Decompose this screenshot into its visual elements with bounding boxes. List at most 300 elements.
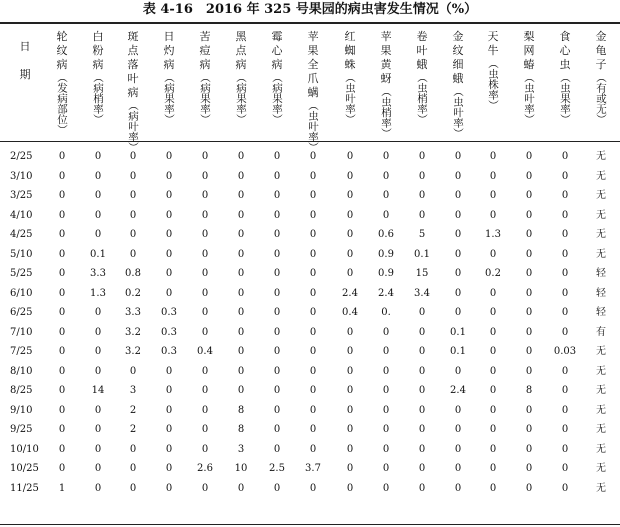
table-cell: 0	[165, 209, 173, 221]
table-cell: 0	[237, 287, 245, 299]
table-cell: 0	[237, 209, 245, 221]
row-date: 3/25	[10, 190, 33, 201]
table-cell: 0	[129, 248, 137, 260]
column-header-unit: （虫叶率）	[344, 72, 356, 125]
table-cell: 0	[165, 443, 173, 455]
row-date: 7/25	[10, 346, 33, 357]
table-cell: 0	[58, 463, 66, 474]
column-header-unit: （病果率）	[235, 72, 247, 125]
table-cell: 无	[596, 443, 606, 455]
table-cell: 0	[201, 482, 209, 494]
table-cell: 0	[94, 209, 102, 221]
table-cell: 0.4	[342, 307, 358, 318]
table-cell: 无	[596, 463, 606, 474]
table-cell: 0.1	[414, 248, 430, 260]
table-cell: 0	[309, 482, 317, 494]
table-cell: 0	[525, 170, 533, 182]
column-header	[195, 30, 215, 125]
table-cell: 0	[489, 463, 497, 474]
table-cell: 0	[454, 482, 462, 494]
table-cell: 0	[273, 326, 281, 338]
table-cell: 0	[273, 170, 281, 182]
row-date: 4/25	[10, 229, 33, 240]
table-cell: 0	[418, 307, 426, 318]
table-cell: 0	[165, 385, 173, 396]
table-cell: 0	[346, 170, 354, 182]
table-cell: 0	[165, 151, 173, 162]
table-cell: 0	[454, 229, 462, 240]
column-header-unit: （病果率）	[271, 72, 283, 125]
table-cell: 0	[418, 443, 426, 455]
table-cell: 0	[346, 190, 354, 201]
table-cell: 0	[561, 385, 569, 396]
column-header-name: 霉心病	[271, 30, 283, 71]
table-cell: 0	[273, 190, 281, 201]
table-cell: 0	[201, 404, 209, 416]
table-cell: 0	[454, 151, 462, 162]
table-cell: 3.2	[125, 346, 141, 357]
table-cell: 0	[309, 248, 317, 260]
table-cell: 有	[596, 326, 606, 338]
table-cell: 0	[382, 209, 390, 221]
column-header-name: 天牛	[487, 30, 499, 57]
table-cell: 0	[237, 268, 245, 279]
table-cell: 0	[309, 424, 317, 435]
column-header	[231, 30, 251, 125]
row-date: 5/25	[10, 268, 33, 279]
table-cell: 1.3	[90, 287, 106, 299]
table-cell: 0	[309, 365, 317, 377]
table-cell: 0	[454, 443, 462, 455]
table-cell: 0	[418, 326, 426, 338]
table-cell: 0	[129, 463, 137, 474]
table-cell: 0	[273, 209, 281, 221]
table-cell: 0	[201, 287, 209, 299]
table-cell: 0	[382, 443, 390, 455]
table-cell: 0	[129, 209, 137, 221]
table-cell: 0	[346, 229, 354, 240]
date-header-char: 日	[19, 40, 31, 53]
table-cell: 0	[273, 229, 281, 240]
row-date: 3/10	[10, 170, 33, 182]
table-cell: 2.4	[450, 385, 466, 396]
table-cell: 0	[273, 248, 281, 260]
table-title: 表 4-16 2016 年 325 号果园的病虫害发生情况（%）	[142, 2, 478, 17]
table-cell: 0	[382, 346, 390, 357]
table-cell: 0	[309, 170, 317, 182]
table-cell: 0	[58, 151, 66, 162]
table-cell: 2.4	[378, 287, 394, 299]
table-cell: 0	[201, 229, 209, 240]
bottom-rule	[0, 524, 620, 525]
table-cell: 3.3	[90, 268, 106, 279]
table-cell: 0	[237, 482, 245, 494]
table-cell: 0	[525, 190, 533, 201]
table-cell: 无	[596, 365, 606, 377]
table-cell: 0	[346, 209, 354, 221]
table-cell: 0	[346, 463, 354, 474]
table-cell: 0	[273, 424, 281, 435]
table-cell: 0	[382, 463, 390, 474]
table-cell: 2	[129, 424, 137, 435]
table-cell: 1	[58, 482, 66, 494]
row-date: 9/10	[10, 404, 33, 416]
table-cell: 0	[561, 170, 569, 182]
column-header-name: 梨网蝽	[523, 30, 535, 71]
column-header-name: 红蜘蛛	[344, 30, 356, 71]
table-cell: 0	[94, 326, 102, 338]
table-cell: 0	[94, 151, 102, 162]
column-header	[340, 30, 360, 125]
table-cell: 0	[201, 365, 209, 377]
table-cell: 0.8	[125, 268, 141, 279]
table-cell: 0	[129, 443, 137, 455]
table-cell: 0	[346, 385, 354, 396]
table-cell: 无	[596, 190, 606, 201]
table-cell: 0	[94, 229, 102, 240]
table-cell: 0	[382, 385, 390, 396]
table-cell: 0	[489, 248, 497, 260]
column-header	[267, 30, 287, 125]
column-header-name: 食心虫	[559, 30, 571, 71]
table-cell: 0	[165, 229, 173, 240]
table-cell: 0	[58, 326, 66, 338]
table-cell: 0	[201, 326, 209, 338]
column-header-unit: （发病部位）	[56, 72, 68, 135]
table-cell: 8	[237, 424, 245, 435]
table-cell: 0	[489, 326, 497, 338]
table-cell: 0	[58, 404, 66, 416]
table-cell: 0	[382, 365, 390, 377]
table-cell: 0	[309, 287, 317, 299]
table-cell: 0	[58, 268, 66, 279]
table-cell: 0	[94, 365, 102, 377]
table-cell: 0	[165, 190, 173, 201]
table-cell: 0	[489, 346, 497, 357]
table-cell: 0	[165, 404, 173, 416]
table-cell: 0	[94, 307, 102, 318]
table-cell: 无	[596, 482, 606, 494]
table-cell: 0	[346, 365, 354, 377]
table-cell: 0	[273, 443, 281, 455]
column-header	[591, 30, 611, 125]
table-cell: 0	[525, 346, 533, 357]
table-cell: 0.6	[378, 229, 394, 240]
column-header-name: 白粉病	[92, 30, 104, 71]
table-cell: 0	[489, 170, 497, 182]
table-cell: 0	[382, 190, 390, 201]
table-cell: 0	[561, 151, 569, 162]
table-cell: 0	[489, 209, 497, 221]
table-cell: 0	[58, 209, 66, 221]
column-header-name: 斑点落叶病	[127, 30, 139, 99]
table-cell: 0	[489, 404, 497, 416]
table-cell: 0	[237, 307, 245, 318]
table-cell: 0	[237, 151, 245, 162]
table-cell: 0	[165, 365, 173, 377]
table-cell: 0	[454, 268, 462, 279]
table-cell: 0	[382, 170, 390, 182]
table-cell: 轻	[596, 287, 606, 299]
table-cell: 0	[525, 287, 533, 299]
column-header-name: 金龟子	[595, 30, 607, 71]
row-date: 2/25	[10, 151, 33, 162]
table-cell: 0	[309, 268, 317, 279]
table-cell: 0.1	[90, 248, 106, 260]
table-cell: 轻	[596, 268, 606, 279]
table-cell: 0	[129, 170, 137, 182]
table-cell: 0	[58, 385, 66, 396]
column-header-unit: （病果率）	[163, 72, 175, 125]
table-cell: 0	[309, 346, 317, 357]
table-cell: 0	[525, 404, 533, 416]
table-cell: 0	[309, 209, 317, 221]
table-cell: 2.5	[269, 463, 285, 474]
table-cell: 无	[596, 385, 606, 396]
table-cell: 0.03	[553, 346, 577, 357]
table-cell: 0	[273, 287, 281, 299]
column-header-name: 黑点病	[235, 30, 247, 71]
row-date: 9/25	[10, 424, 33, 435]
table-cell: 0	[418, 365, 426, 377]
table-cell: 0	[382, 404, 390, 416]
table-cell: 0	[201, 424, 209, 435]
table-cell: 0	[201, 170, 209, 182]
row-date: 4/10	[10, 209, 33, 221]
table-cell: 0	[94, 463, 102, 474]
table-cell: 0	[525, 248, 533, 260]
table-cell: 0	[237, 326, 245, 338]
table-cell: 0	[237, 170, 245, 182]
table-cell: 0	[58, 307, 66, 318]
date-header-char: 期	[19, 68, 31, 81]
table-cell: 2.4	[342, 287, 358, 299]
table-cell: 0	[237, 365, 245, 377]
table-cell: 0	[273, 151, 281, 162]
table-cell: 0	[489, 424, 497, 435]
column-header	[52, 30, 72, 135]
column-header-unit: （有或无）	[595, 72, 607, 125]
table-cell: 0	[346, 346, 354, 357]
table-cell: 0	[58, 424, 66, 435]
table-cell: 0	[418, 346, 426, 357]
table-cell: 0	[273, 307, 281, 318]
column-header-unit: （病梢率）	[92, 72, 104, 125]
column-header-unit: （病叶率）	[127, 100, 139, 153]
table-cell: 0	[165, 424, 173, 435]
table-cell: 0	[165, 170, 173, 182]
table-cell: 0	[346, 248, 354, 260]
table-cell: 0	[454, 209, 462, 221]
table-cell: 5	[418, 229, 426, 240]
column-header-name: 苹果全爪螨	[307, 30, 319, 99]
table-cell: 0	[525, 424, 533, 435]
table-cell: 0	[454, 287, 462, 299]
table-cell: 0	[525, 463, 533, 474]
table-cell: 0	[382, 424, 390, 435]
table-cell: 0	[454, 365, 462, 377]
table-cell: 0	[561, 404, 569, 416]
table-cell: 0	[418, 170, 426, 182]
table-cell: 2.6	[197, 463, 213, 474]
table-cell: 8	[237, 404, 245, 416]
table-cell: 0	[237, 190, 245, 201]
table-cell: 0	[454, 307, 462, 318]
table-cell: 0	[94, 170, 102, 182]
table-cell: 0	[418, 385, 426, 396]
column-header	[412, 30, 432, 125]
table-cell: 0	[525, 326, 533, 338]
table-cell: 0	[309, 404, 317, 416]
table-cell: 0	[561, 326, 569, 338]
table-cell: 0	[58, 248, 66, 260]
table-cell: 0	[561, 268, 569, 279]
column-header-unit: （虫株率）	[487, 58, 499, 111]
table-cell: 0	[418, 151, 426, 162]
table-cell: 0	[454, 190, 462, 201]
table-cell: 0	[561, 443, 569, 455]
table-cell: 0	[165, 248, 173, 260]
table-cell: 0	[129, 190, 137, 201]
table-cell: 0	[58, 229, 66, 240]
table-cell: 0	[525, 229, 533, 240]
table-cell: 0	[525, 443, 533, 455]
table-cell: 0	[454, 463, 462, 474]
table-cell: 0	[561, 365, 569, 377]
table-cell: 0	[309, 443, 317, 455]
table-cell: 0	[94, 424, 102, 435]
table-cell: 0	[129, 482, 137, 494]
table-cell: 0	[165, 463, 173, 474]
table-cell: 0	[237, 385, 245, 396]
table-cell: 0	[273, 268, 281, 279]
table-cell: 0	[165, 482, 173, 494]
table-cell: 0	[201, 209, 209, 221]
table-cell: 0	[346, 482, 354, 494]
table-cell: 0	[201, 248, 209, 260]
table-cell: 0	[94, 346, 102, 357]
table-cell: 0	[561, 190, 569, 201]
column-header-unit: （虫叶率）	[307, 100, 319, 153]
table-cell: 3.3	[125, 307, 141, 318]
table-cell: 0	[489, 482, 497, 494]
table-cell: 0.2	[485, 268, 501, 279]
column-header-unit: （病果率）	[199, 72, 211, 125]
table-cell: 0	[382, 151, 390, 162]
column-header-name: 卷叶蛾	[416, 30, 428, 71]
table-cell: 0	[273, 404, 281, 416]
table-cell: 0	[129, 151, 137, 162]
table-cell: 0	[94, 404, 102, 416]
table-cell: 0	[273, 482, 281, 494]
column-header	[303, 30, 323, 153]
column-header	[448, 30, 468, 139]
table-cell: 0	[58, 443, 66, 455]
row-date: 8/25	[10, 385, 33, 396]
table-cell: 0	[346, 151, 354, 162]
table-cell: 无	[596, 209, 606, 221]
table-cell: 无	[596, 346, 606, 357]
row-date: 6/25	[10, 307, 33, 318]
table-cell: 0	[273, 385, 281, 396]
table-cell: 0.3	[161, 346, 177, 357]
table-cell: 0	[58, 170, 66, 182]
table-cell: 10	[234, 463, 248, 474]
table-cell: 0	[525, 209, 533, 221]
table-cell: 无	[596, 404, 606, 416]
column-header-name: 苹果黄蚜	[380, 30, 392, 85]
table-cell: 轻	[596, 307, 606, 318]
table-cell: 0.9	[378, 268, 394, 279]
table-cell: 0	[309, 326, 317, 338]
table-cell: 0	[418, 482, 426, 494]
table-cell: 0	[273, 365, 281, 377]
top-rule	[0, 22, 620, 24]
table-cell: 0	[489, 443, 497, 455]
table-cell: 0	[58, 365, 66, 377]
table-cell: 0	[525, 268, 533, 279]
table-cell: 0	[129, 365, 137, 377]
table-cell: 0	[382, 482, 390, 494]
table-cell: 0	[561, 307, 569, 318]
table-cell: 0	[561, 424, 569, 435]
column-header	[555, 30, 575, 125]
table-cell: 3.2	[125, 326, 141, 338]
table-cell: 0	[489, 307, 497, 318]
table-cell: 0	[58, 287, 66, 299]
column-header	[483, 30, 503, 111]
row-date: 10/25	[10, 463, 39, 474]
table-cell: 0	[454, 170, 462, 182]
table-cell: 0	[525, 365, 533, 377]
table-cell: 14	[91, 385, 105, 396]
table-cell: 0	[489, 151, 497, 162]
table-cell: 0	[237, 248, 245, 260]
table-cell: 0	[418, 404, 426, 416]
row-date: 10/10	[10, 443, 39, 455]
column-header-unit: （虫梢率）	[380, 86, 392, 139]
table-cell: 2	[129, 404, 137, 416]
table-cell: 0	[525, 307, 533, 318]
table-cell: 0	[58, 190, 66, 201]
date-column-header	[0, 40, 50, 82]
table-cell: 0.1	[450, 346, 466, 357]
table-cell: 0	[165, 268, 173, 279]
row-date: 7/10	[10, 326, 33, 338]
table-cell: 0	[382, 326, 390, 338]
column-header-name: 苦痘病	[199, 30, 211, 71]
table-cell: 0	[489, 365, 497, 377]
table-cell: 0	[201, 268, 209, 279]
table-cell: 3.4	[414, 287, 430, 299]
table-cell: 无	[596, 248, 606, 260]
row-date: 5/10	[10, 248, 33, 260]
table-cell: 0	[346, 404, 354, 416]
table-cell: 0.3	[161, 307, 177, 318]
table-cell: 0	[237, 346, 245, 357]
table-cell: 0	[201, 307, 209, 318]
table-cell: 3.7	[305, 463, 321, 474]
table-cell: 无	[596, 424, 606, 435]
row-date: 11/25	[10, 482, 39, 494]
table-cell: 0	[273, 346, 281, 357]
table-cell: 0	[489, 190, 497, 201]
column-header-name: 轮纹病	[56, 30, 68, 71]
table-cell: 8	[525, 385, 533, 396]
table-cell: 0.1	[450, 326, 466, 338]
row-date: 8/10	[10, 365, 33, 377]
table-cell: 0	[201, 151, 209, 162]
